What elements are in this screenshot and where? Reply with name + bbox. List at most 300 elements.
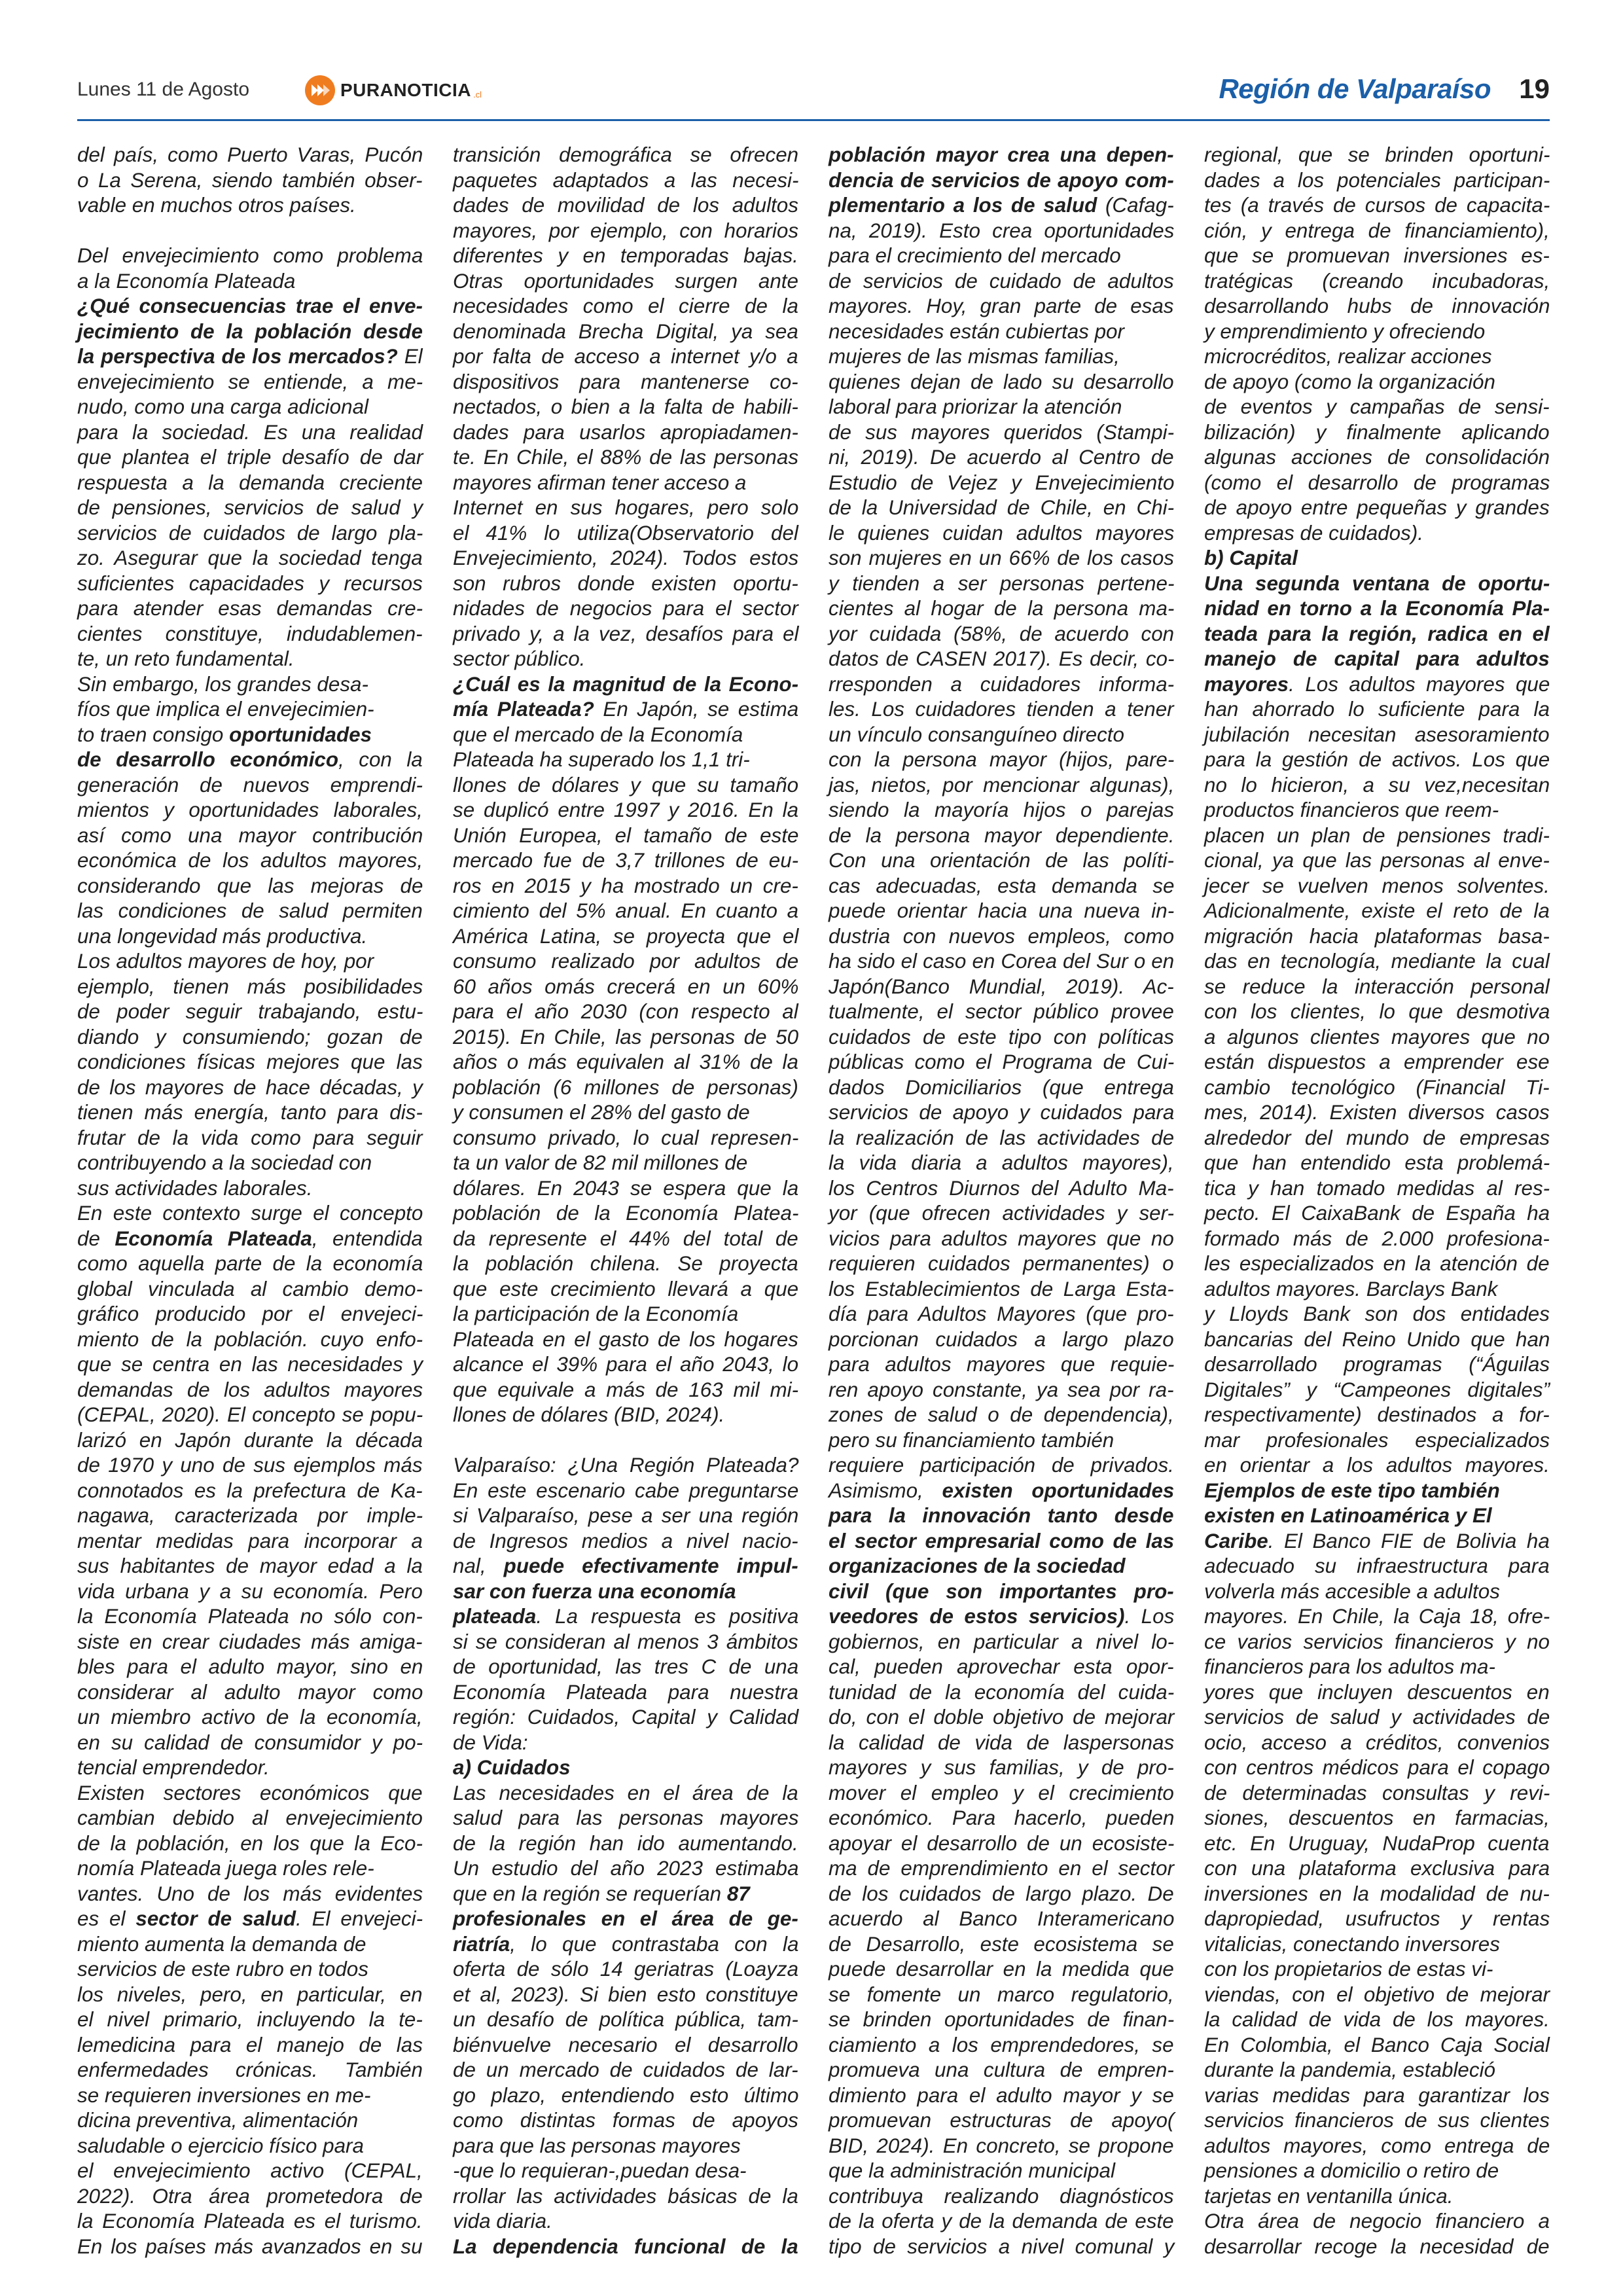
text-run: siones, descuentos en farmacias, [1204, 1806, 1550, 1829]
text-run: te. En Chile, el 88% de las personas [453, 446, 799, 469]
text-run: volverla más accesible a adultos [1204, 1579, 1500, 1603]
text-line [1204, 1403, 1550, 1428]
text-line [453, 395, 798, 420]
text-line [453, 143, 798, 168]
text-line [77, 2134, 423, 2159]
text-line [453, 1302, 798, 1327]
text-run: respectivamente) destinados a for- [1204, 1403, 1550, 1426]
text-line [77, 1327, 423, 1353]
text-line [1204, 2033, 1550, 2058]
text-line [1204, 823, 1550, 849]
text-run: connotados es la prefectura de Ka- [77, 1479, 423, 1502]
text-run: le quienes cuidan adultos mayores [829, 521, 1175, 545]
text-run: con centros médicos para el copago [1204, 1756, 1550, 1779]
text-run: considerar al adulto mayor como [77, 1680, 423, 1704]
text-run: dapropiedad, usufructos y rentas [1204, 1907, 1550, 1930]
text-line [453, 2033, 798, 2058]
text-run: yores que incluyen descuentos en [1204, 1680, 1550, 1704]
text-line [829, 1982, 1174, 2008]
text-line [1204, 949, 1550, 975]
text-line [1204, 647, 1550, 672]
text-line [453, 1126, 798, 1151]
text-line [77, 1554, 423, 1579]
text-line [77, 521, 423, 547]
text-run: vable en muchos otros países. [77, 194, 356, 217]
text-run: En Colombia, el Banco Caja Social [1204, 2033, 1550, 2056]
text-line [77, 344, 423, 370]
text-line [453, 949, 798, 975]
bold-run: teada para la región, radica en el [1204, 622, 1550, 645]
text-run: transición demográfica se ofrecen [453, 143, 799, 166]
text-line [453, 596, 798, 622]
text-run: mes, 2014). Existen diversos casos [1204, 1101, 1550, 1124]
text-run: de 1970 y uno de sus ejemplos más [77, 1454, 423, 1477]
text-line [1204, 1882, 1550, 1907]
text-run: -que lo requieran-,puedan desa- [453, 2159, 747, 2182]
text-line [1204, 143, 1550, 168]
text-run: zones de salud o de dependencia), [829, 1403, 1174, 1426]
text-run: adultos mayores. Barclays Bank [1204, 1277, 1498, 1300]
text-line [453, 521, 798, 547]
bold-run: jecimiento de la población desde [77, 319, 423, 343]
text-run: demandas de los adultos mayores [77, 1378, 423, 1401]
text-line [829, 1075, 1174, 1101]
header-rule [77, 119, 1550, 121]
text-run: gráfico producido por el envejeci- [77, 1302, 423, 1325]
text-line [829, 823, 1174, 849]
bold-run: Una segunda ventana de oportu- [1204, 571, 1550, 595]
text-line [829, 949, 1174, 975]
text-line [77, 1126, 423, 1151]
text-run: puede orientar hacia una nueva in- [829, 899, 1175, 922]
text-run: con los propietarios de estas vi- [1204, 1958, 1493, 1981]
text-run: Existen sectores económicos que [77, 1781, 423, 1804]
text-run: no lo hicieron, a su vez,necesitan [1204, 773, 1550, 797]
puranoticia-logo [305, 73, 482, 107]
text-line [77, 1075, 423, 1101]
text-run: Otras oportunidades surgen ante [453, 269, 798, 293]
text-run: promuevan estructuras de apoyo( [829, 2109, 1175, 2132]
text-line [77, 1352, 423, 1378]
text-run: cimiento del 5% anual. En cuanto a [453, 899, 799, 922]
text-run: desarrollar recoge la necesidad de [1204, 2234, 1550, 2258]
text-run: desarrollado programas (“Águilas [1204, 1353, 1550, 1376]
bold-run: para la innovación tanto desde [829, 1504, 1174, 1527]
text-run: cas adecuadas, esta demanda se [829, 874, 1175, 897]
text-line [829, 243, 1174, 269]
text-run: ciamiento a los emprendedores, se [829, 2033, 1174, 2056]
text-run: contribuyendo a la sociedad con [77, 1151, 372, 1174]
text-run: tes (a través de cursos de capacita- [1204, 194, 1550, 217]
bold-run: ¿Cuál es la magnitud de la Econo- [453, 672, 799, 696]
text-line [453, 1705, 798, 1731]
text-run: la calidad de vida de los mayores. [1204, 2008, 1550, 2031]
text-line [829, 193, 1174, 219]
text-line [1204, 445, 1550, 471]
text-run: frutar de la vida como para seguir [77, 1126, 423, 1149]
text-line [453, 1680, 798, 1706]
text-line [829, 1705, 1174, 1731]
text-line [453, 1151, 798, 1176]
text-line [77, 1277, 423, 1302]
text-run: da represente el 44% del total de [453, 1227, 798, 1250]
text-run: regional, que se brinden oportuni- [1204, 143, 1550, 166]
text-line [829, 2058, 1174, 2083]
bold-run: existen oportunidades [942, 1479, 1175, 1502]
text-run: y tienden a ser personas pertene- [829, 571, 1175, 595]
bold-run: 87 [726, 1882, 750, 1905]
text-line [453, 2108, 798, 2134]
text-run: el envejecimiento activo (CEPAL, [77, 2159, 423, 2182]
text-run: migración hacia plataformas basa- [1204, 924, 1550, 948]
text-run: de los mayores de hace décadas, y [77, 1075, 423, 1099]
text-line [453, 471, 798, 496]
text-run: mayores afirman tener acceso a [453, 471, 747, 494]
text-line [77, 1932, 423, 1958]
text-run: con la persona mayor (hijos, pare- [829, 748, 1175, 771]
play-arrows-icon [305, 75, 335, 105]
text-run: tratégicas (creando incubadoras, [1204, 269, 1550, 293]
text-run: ción, y entrega de financiamiento), [1204, 219, 1550, 242]
text-line [1204, 1907, 1550, 1932]
text-run: ce varios servicios financieros y no [1204, 1630, 1550, 1653]
text-run: Asimismo, [829, 1479, 942, 1502]
text-run: promueva una cultura de empren- [829, 2058, 1174, 2081]
text-run: se brinden oportunidades de finan- [829, 2008, 1175, 2031]
text-run: sus habitantes de mayor edad a la [77, 1554, 423, 1577]
text-run: Del envejecimiento como problema [77, 244, 423, 267]
text-line [77, 1957, 423, 1982]
text-run: han ahorrado lo suficiente para la [1204, 698, 1550, 721]
text-run: América Latina, se proyecta que el [453, 924, 799, 948]
text-line [1204, 1630, 1550, 1655]
text-line [77, 471, 423, 496]
text-run: con los clientes, lo que desmotiva [1204, 1000, 1550, 1023]
text-line [829, 445, 1174, 471]
text-line [1204, 1957, 1550, 1982]
text-run: el 41% lo utiliza(Observatorio del [453, 521, 798, 545]
text-line [77, 495, 423, 521]
text-run: Envejecimiento, 2024). Todos estos [453, 547, 799, 569]
text-run: día para Adultos Mayores (que pro- [829, 1302, 1174, 1325]
text-line [453, 798, 798, 823]
text-run: si se consideran al menos 3 ámbitos [453, 1630, 798, 1653]
text-line [829, 1327, 1174, 1353]
text-line [1204, 1227, 1550, 1252]
text-run: tipo de servicios a nivel comunal y [829, 2234, 1175, 2258]
text-run: las condiciones de salud permiten [77, 899, 423, 922]
text-run: cal, pueden aprovechar esta opor- [829, 1655, 1174, 1678]
text-run: se reduce la interacción personal [1204, 975, 1550, 998]
text-line [77, 319, 423, 345]
text-run: dispositivos para mantenerse co- [453, 370, 798, 393]
text-line [77, 243, 423, 269]
text-line [829, 2134, 1174, 2159]
text-line [453, 1378, 798, 1403]
text-line [829, 747, 1174, 773]
text-line [453, 1781, 798, 1806]
text-run: años o más equivalen al 31% de la [453, 1050, 798, 1073]
text-line [1204, 1806, 1550, 1831]
text-run: . El envejeci- [296, 1907, 423, 1930]
text-line [77, 823, 423, 849]
text-run: necesidades como el cierre de la [453, 295, 798, 317]
text-line [77, 1050, 423, 1075]
text-run: servicios de cuidados de largo pla- [77, 521, 423, 545]
text-run: de sus mayores queridos (Stampi- [829, 420, 1175, 444]
text-run: . Los [1124, 1605, 1175, 1628]
text-line [453, 168, 798, 194]
text-run: son mujeres en un 66% de los casos [829, 547, 1174, 569]
text-line [1204, 1655, 1550, 1680]
bold-run: Ejemplos de este tipo también [1204, 1479, 1500, 1502]
text-run: nagawa, caracterizada por imple- [77, 1504, 423, 1527]
text-run: de oportunidad, las tres C de una [453, 1655, 799, 1678]
text-line [829, 1554, 1174, 1579]
text-line [829, 1957, 1174, 1982]
text-run: consumo privado, lo cual represen- [453, 1126, 799, 1149]
text-line [1204, 798, 1550, 823]
bold-run: plateada [453, 1605, 537, 1628]
text-line [453, 1075, 798, 1101]
text-run: cuidados de este tipo con políticas [829, 1025, 1174, 1049]
text-run: dades para usarlos apropiadamen- [453, 420, 798, 444]
text-run: generación de nuevos emprendi- [77, 773, 423, 797]
text-line [829, 1176, 1174, 1202]
text-line [829, 1227, 1174, 1252]
text-run: como distintas formas de apoyos [453, 2109, 798, 2132]
text-run: dustria con nuevos empleos, como [829, 924, 1175, 948]
text-line [1204, 2234, 1550, 2260]
text-run: das en tecnología, mediante la cual [1204, 950, 1550, 973]
text-line [1204, 2007, 1550, 2033]
text-run: contribuya realizando diagnósticos [829, 2184, 1174, 2208]
text-line [453, 2209, 798, 2234]
text-line [453, 1529, 798, 1554]
text-line [453, 823, 798, 849]
text-line [1204, 168, 1550, 194]
text-run: el nivel primario, incluyendo la te- [77, 2008, 423, 2031]
article-column-2 [453, 143, 798, 2259]
text-line [453, 1453, 798, 1479]
text-line [453, 1227, 798, 1252]
text-line [453, 1982, 798, 2008]
text-line [77, 848, 423, 874]
text-line [77, 622, 423, 647]
text-run: quienes dejan de lado su desarrollo [829, 370, 1174, 393]
text-line [77, 874, 423, 899]
text-run: ren apoyo constante, ya sea por ra- [829, 1378, 1174, 1401]
bold-run: profesionales en el área de ge- [453, 1907, 798, 1930]
text-line [1204, 2058, 1550, 2083]
text-line [829, 294, 1174, 319]
text-run: mayores y sus familias, y de pro- [829, 1756, 1174, 1779]
text-run: rrollar las actividades básicas de la [453, 2184, 798, 2208]
text-run: Estudio de Vejez y Envejecimiento [829, 471, 1175, 494]
text-run: puede desarrollar en la medida que [829, 1958, 1174, 1981]
text-run: llones de dólares (BID, 2024). [453, 1403, 725, 1426]
text-run: económica de los adultos mayores, [77, 849, 423, 872]
text-run: la calidad de vida de laspersonas [829, 1731, 1175, 1754]
text-run: mujeres de las mismas familias, [829, 345, 1120, 368]
text-run: , lo que contrastaba con la [510, 1932, 799, 1956]
text-line [77, 2007, 423, 2033]
text-run: región: Cuidados, Capital y Calidad [453, 1706, 799, 1729]
text-run: se fomente un marco regulatorio, [829, 1982, 1174, 2006]
text-line [453, 2134, 798, 2159]
text-run: oferta de sólo 14 geriatras (Loayza [453, 1958, 799, 1981]
text-line [77, 1755, 423, 1781]
text-run: si Valparaíso, pese a ser una región [453, 1504, 799, 1527]
text-run: 60 años omás crecerá en un 60% [453, 975, 799, 998]
text-line [453, 2184, 798, 2210]
text-line [829, 2007, 1174, 2033]
text-line [1204, 495, 1550, 521]
text-run: dades a los potenciales participan- [1204, 168, 1550, 192]
text-run: tica y han tomado medidas al res- [1204, 1176, 1550, 1200]
text-line [829, 1453, 1174, 1479]
text-line [829, 798, 1174, 823]
text-line [453, 1630, 798, 1655]
text-run: servicios de apoyo y cuidados para [829, 1101, 1175, 1124]
text-line [77, 1705, 423, 1731]
text-run: cientes al hogar de la persona ma- [829, 597, 1175, 620]
text-line [1204, 1100, 1550, 1126]
text-line [453, 445, 798, 471]
text-line [453, 672, 798, 698]
text-run: ocio, acceso a créditos, convenios [1204, 1731, 1550, 1754]
text-line [1204, 1302, 1550, 1327]
text-line [1204, 471, 1550, 496]
text-line [1204, 874, 1550, 899]
bold-run: oportunidades [229, 723, 372, 746]
text-line [77, 1806, 423, 1831]
bold-run: sector de salud [135, 1907, 296, 1930]
text-run: de [77, 1227, 115, 1250]
text-run: de apoyo (como la organización [1204, 370, 1495, 393]
text-line [453, 319, 798, 345]
text-line [77, 571, 423, 597]
text-run: con una plataforma exclusiva para [1204, 1857, 1550, 1880]
text-run: económico. Para hacerlo, pueden [829, 1806, 1175, 1829]
text-line [829, 1302, 1174, 1327]
text-run: siste en crear ciudades más amiga- [77, 1630, 423, 1653]
text-run: apoyar el desarrollo de un ecosiste- [829, 1831, 1175, 1855]
text-run: BID, 2024). En concreto, se propone [829, 2134, 1174, 2157]
text-run: cientes constituye, indudablemen- [77, 622, 423, 645]
text-run: biénvuelve necesario el desarrollo [453, 2033, 798, 2056]
text-line [77, 1731, 423, 1756]
text-run: viendas, con el objetivo de mejorar [1204, 1982, 1550, 2006]
text-run: . El Banco FIE de Bolivia ha [1268, 1529, 1550, 1552]
text-line [453, 1957, 798, 1982]
text-line [829, 471, 1174, 496]
text-line [1204, 1277, 1550, 1302]
text-run: vida diaria. [453, 2210, 552, 2233]
text-line [77, 2083, 423, 2109]
text-run: que se centra en las necesidades y [77, 1353, 423, 1376]
text-run: del país, como Puerto Varas, Pucón [77, 143, 423, 166]
text-run: Japón(Banco Mundial, 2019). Ac- [829, 975, 1174, 998]
text-line [1204, 1755, 1550, 1781]
text-line [1204, 1529, 1550, 1554]
text-run: vida urbana y a su economía. Pero [77, 1579, 423, 1603]
text-line [829, 495, 1174, 521]
text-line [829, 2184, 1174, 2210]
text-run: de la oferta y de la demanda de este [829, 2210, 1174, 2233]
text-line [1204, 1378, 1550, 1403]
text-line [1204, 1453, 1550, 1479]
text-line [453, 1327, 798, 1353]
text-run: de poder seguir trabajando, estu- [77, 1000, 423, 1023]
text-run: que plantea el triple desafío de dar [77, 446, 423, 469]
text-line [453, 2234, 798, 2260]
text-run: considerando que las mejoras de [77, 874, 423, 897]
text-run: miento aumenta la demanda de [77, 1932, 366, 1956]
text-run: a algunos clientes mayores que no [1204, 1025, 1550, 1049]
text-line [77, 773, 423, 798]
text-line [77, 949, 423, 975]
text-run: de la persona mayor dependiente. [829, 823, 1175, 847]
text-line [77, 2033, 423, 2058]
text-run: para que las personas mayores [453, 2134, 741, 2157]
text-line [829, 1579, 1174, 1605]
text-line [829, 571, 1174, 597]
text-line [1204, 747, 1550, 773]
text-line [829, 899, 1174, 924]
text-run: como aquella parte de la economía [77, 1252, 423, 1275]
text-line [453, 1755, 798, 1781]
text-run: , con la [338, 748, 423, 771]
text-line [829, 420, 1174, 446]
text-line [1204, 1503, 1550, 1529]
text-run: Plateada en el gasto de los hogares [453, 1327, 798, 1351]
text-line [453, 1731, 798, 1756]
text-run: en orientar a los adultos mayores. [1204, 1454, 1550, 1477]
text-run: na, 2019). Esto crea oportunidades [829, 219, 1175, 242]
text-line [829, 999, 1174, 1025]
text-line [453, 1655, 798, 1680]
text-line [1204, 1075, 1550, 1101]
text-run: se requieren inversiones en me- [77, 2083, 371, 2107]
text-line [453, 723, 798, 748]
text-run: la Economía Plateada no sólo con- [77, 1605, 423, 1628]
text-line [829, 1100, 1174, 1126]
page-number: 19 [1519, 73, 1550, 104]
text-run: la realización de las actividades de [829, 1126, 1175, 1149]
text-run: es el [77, 1907, 136, 1930]
text-run: les especializados en la atención de [1204, 1252, 1550, 1275]
text-run: Unión Europea, el tamaño de este [453, 823, 799, 847]
text-line [77, 1479, 423, 1504]
text-line [453, 1251, 798, 1277]
text-line [453, 975, 798, 1000]
text-run: et al, 2023). Si bien esto constituye [453, 1982, 798, 2006]
text-run: nal, [453, 1554, 504, 1577]
text-line [1204, 1781, 1550, 1806]
text-line [453, 1554, 798, 1579]
text-line [1204, 243, 1550, 269]
text-line [829, 143, 1174, 168]
text-run: sector público. [453, 647, 586, 670]
text-run: microcréditos, realizar acciones [1204, 345, 1492, 368]
text-line [77, 1453, 423, 1479]
text-run: fíos que implica el envejecimien- [77, 698, 374, 721]
text-run: de eventos y campañas de sensi- [1204, 395, 1550, 418]
text-run: los Establecimientos de Larga Esta- [829, 1277, 1174, 1300]
text-run: acuerdo al Banco Interamericano [829, 1907, 1175, 1930]
text-run: de la población, en los que la Eco- [77, 1831, 423, 1855]
